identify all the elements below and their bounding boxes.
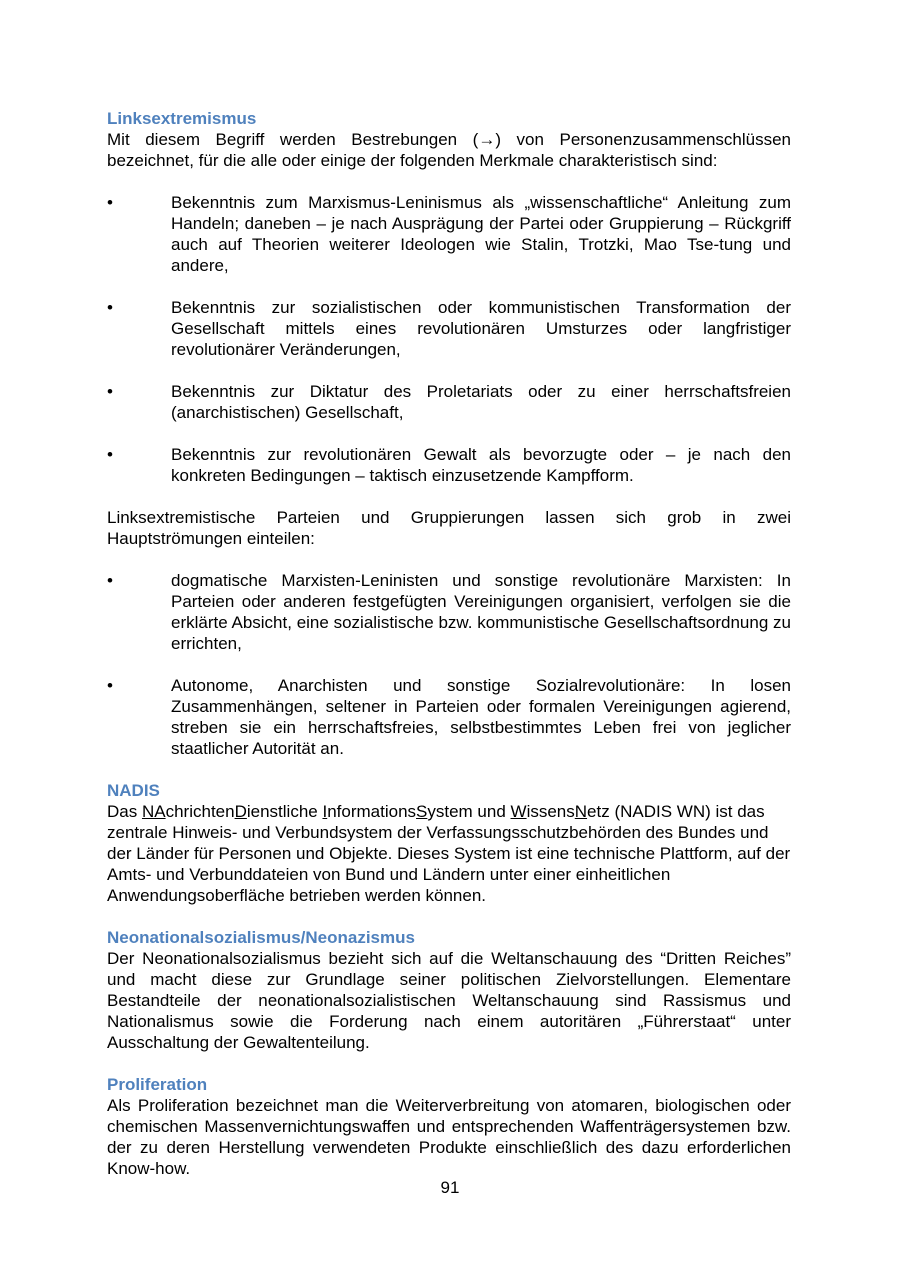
heading-linksextremismus: Linksextremismus — [107, 109, 257, 128]
list-item — [107, 192, 791, 276]
intro-paragraph — [107, 129, 791, 171]
bullet-icon: • — [107, 676, 113, 695]
nadis-text: (NADIS WN) ist das zentrale Hinweis- und Verbundsystem der Verfassungsschutzbehörden des Bundes und der Länder für Personen und Objekte. Dieses System ist eine technische Plattform, auf der Amts- und Verbunddateien von Bund und Ländern unter einer einheitlichen Anwendungsoberfläche betrieben werden können. — [107, 802, 791, 905]
nadis-part: ienstliche — [246, 802, 323, 821]
proliferation-paragraph: Als Proliferation bezeichnet man die Weiterverbreitung von atomaren, biologischen oder chemischen Massenvernichtungswaffen und entsprechenden Waffenträgersystemen bzw. der zu deren Herstellung verwendeten Produkte einschließlich des dazu erforderlichen Know-how. — [107, 1096, 791, 1178]
heading-proliferation: Proliferation — [107, 1075, 208, 1094]
intro-text-after: ) von Personenzusammenschlüssen bezeichnet, für die alle oder einige der folgenden Merkmale charakteristisch sind: — [107, 130, 791, 170]
nadis-underlined-letters: W — [510, 802, 527, 821]
bullet-icon: • — [107, 298, 113, 317]
nadis-part: etz — [587, 802, 610, 821]
list-item — [107, 675, 791, 759]
arrow-icon: → — [478, 130, 496, 149]
list-item-text: Bekenntnis zur sozialistischen oder kommunistischen Transformation der Gesellschaft mittels eines revolutionären Umsturzes oder langfristiger revolutionärer Veränderungen, — [171, 298, 791, 359]
bullet-icon: • — [107, 571, 113, 590]
list-item-text: dogmatische Marxisten-Leninisten und sonstige revolutionäre Marxisten: In Parteien oder anderen festgefügten Vereinigungen organisiert, verfolgen sie die erklärte Absicht, eine sozialistische bzw. kommunistische Gesellschaftsordnung zu errichten, — [171, 571, 791, 653]
list-item-text: Bekenntnis zum Marxismus-Leninismus als „wissenschaftliche“ Anleitung zum Handeln; daneben – je nach Ausprägung der Partei oder Gruppierung – Rückgriff auch auf Theorien weiterer Ideologen wie Stalin, Trotzki, Mao Tse-tung und andere, — [171, 193, 791, 275]
list-item — [107, 570, 791, 654]
nadis-underlined-letters: S — [416, 802, 428, 821]
nadis-underlined-letters: NA — [141, 802, 166, 821]
list-item-text: Bekenntnis zur revolutionären Gewalt als bevorzugte oder – je nach den konkreten Bedingungen – taktisch einzusetzende Kampfform. — [171, 445, 791, 485]
nadis-part: issens — [526, 802, 575, 821]
page-content — [107, 108, 791, 1179]
list-item — [107, 444, 791, 486]
bullet-icon: • — [107, 445, 113, 464]
list-item — [107, 297, 791, 360]
nadis-underlined-letters: I — [322, 802, 328, 821]
intro-text-before: Mit diesem Begriff werden Bestrebungen ( — [107, 130, 479, 149]
nadis-paragraph — [107, 801, 791, 906]
list-item-text: Bekenntnis zur Diktatur des Proletariats oder zu einer herrschaftsfreien (anarchistischen) Gesellschaft, — [171, 382, 791, 422]
nadis-part: ystem und — [427, 802, 511, 821]
heading-nadis: NADIS — [107, 781, 160, 800]
bullet-icon: • — [107, 193, 113, 212]
nadis-underlined-letters: N — [574, 802, 588, 821]
nadis-part: nformations — [327, 802, 417, 821]
page-number: 91 — [440, 1178, 460, 1197]
neonazismus-paragraph: Der Neonationalsozialismus bezieht sich auf die Weltanschauung des “Dritten Reiches” und macht diese zur Grundlage seiner politischen Zielvorstellungen. Elementare Bestandteile der neonationalsozialistischen Weltanschauung sind Rassismus und Nationalismus sowie die Forderung nach einem autoritären „Führerstaat“ unter Ausschaltung der Gewaltenteilung. — [107, 949, 791, 1052]
list-item-text: Autonome, Anarchisten und sonstige Sozialrevolutionäre: In losen Zusammenhängen, seltener in Parteien oder formalen Vereinigungen agierend, streben sie ein herrschaftsfreies, selbstbestimmtes Leben frei von jeglicher staatlicher Autorität an. — [171, 676, 791, 758]
middle-paragraph: Linksextremistische Parteien und Gruppierungen lassen sich grob in zwei Hauptströmungen einteilen: — [107, 508, 791, 548]
heading-neonazismus: Neonationalsozialismus/Neonazismus — [107, 928, 415, 947]
nadis-part: Das — [107, 802, 142, 821]
bullet-icon: • — [107, 382, 113, 401]
list-item — [107, 381, 791, 423]
nadis-part: chrichten — [165, 802, 235, 821]
nadis-underlined-letters: D — [234, 802, 247, 821]
